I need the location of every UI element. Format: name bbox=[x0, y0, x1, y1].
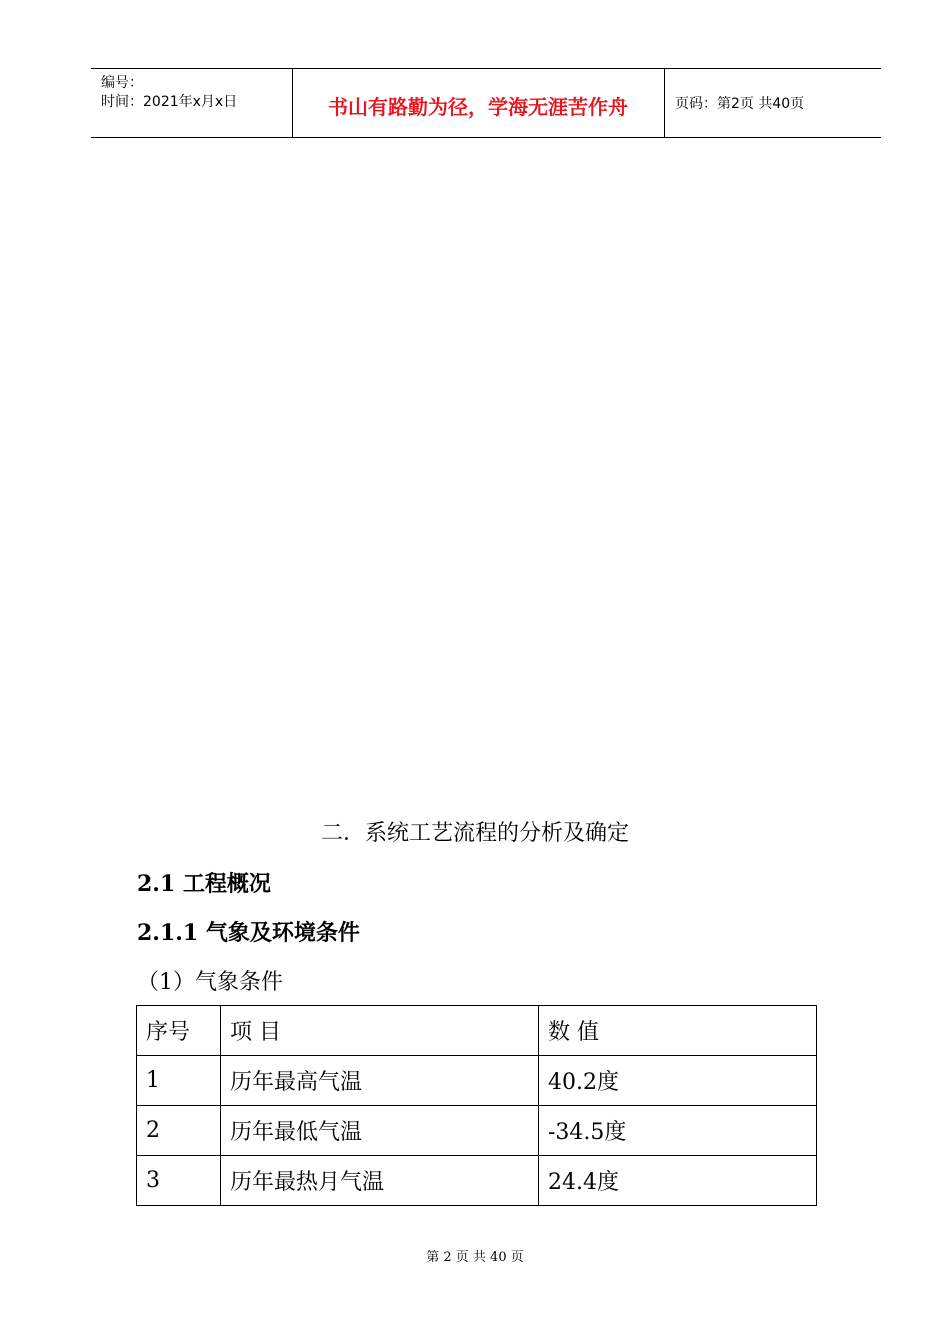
table-header-row bbox=[137, 1006, 817, 1056]
header-right-cell bbox=[665, 69, 881, 137]
table-cell: 2 bbox=[137, 1106, 221, 1156]
header-cell-value: 数 值 bbox=[539, 1006, 817, 1056]
header-cell-item: 项 目 bbox=[221, 1006, 539, 1056]
header-page-info: 页码：第2页 共40页 bbox=[675, 96, 805, 112]
section-title: 2.1 工程概况 bbox=[137, 871, 271, 897]
header-left-cell bbox=[91, 69, 293, 137]
table-row bbox=[137, 1156, 817, 1206]
weather-table bbox=[136, 1005, 817, 1206]
header-cell-index: 序号 bbox=[137, 1006, 221, 1056]
table-cell: 3 bbox=[137, 1156, 221, 1206]
page-header bbox=[91, 68, 881, 138]
item-title: （1）气象条件 bbox=[137, 970, 283, 995]
chapter-title: 二．系统工艺流程的分析及确定 bbox=[320, 821, 629, 846]
table-cell: 历年最高气温 bbox=[221, 1056, 539, 1106]
code-label: 编号： bbox=[101, 75, 143, 91]
table-row bbox=[137, 1056, 817, 1106]
table-cell: 40.2度 bbox=[539, 1056, 817, 1106]
table-cell: -34.5度 bbox=[539, 1106, 817, 1156]
table-cell: 24.4度 bbox=[539, 1156, 817, 1206]
header-motto: 书山有路勤为径，学海无涯苦作舟 bbox=[328, 95, 628, 119]
table-cell: 历年最低气温 bbox=[221, 1106, 539, 1156]
time-label: 时间：2021年x月x日 bbox=[101, 94, 238, 110]
table-cell: 历年最热月气温 bbox=[221, 1156, 539, 1206]
table-cell: 1 bbox=[137, 1056, 221, 1106]
page-footer: 第 2 页 共 40 页 bbox=[426, 1250, 524, 1265]
header-middle-cell bbox=[292, 69, 665, 137]
table-row bbox=[137, 1106, 817, 1156]
subsection-title: 2.1.1 气象及环境条件 bbox=[137, 920, 360, 946]
